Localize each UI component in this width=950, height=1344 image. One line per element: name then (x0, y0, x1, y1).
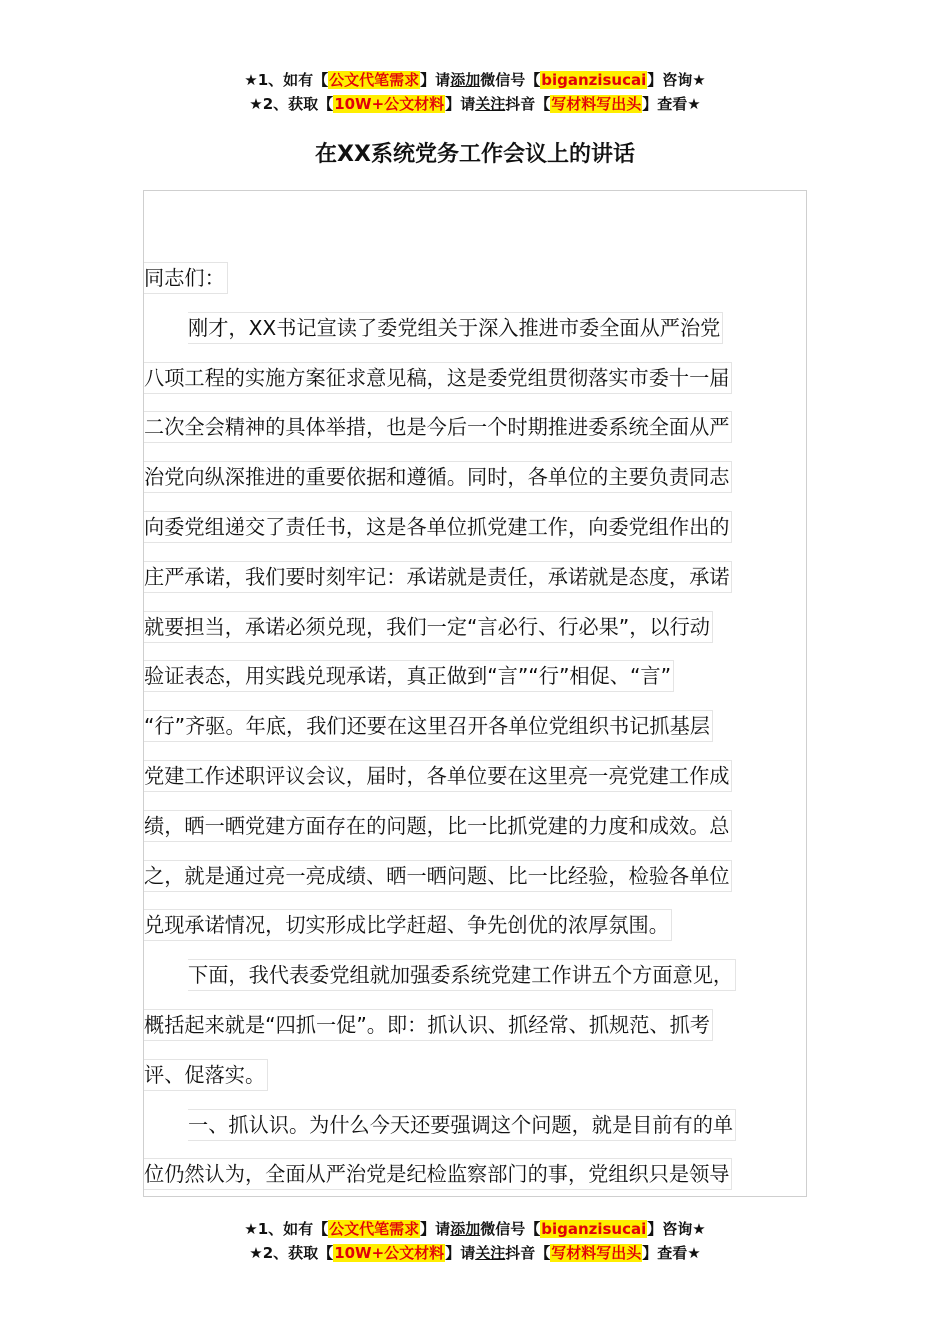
paragraph-line: 庄严承诺，我们要时刻牢记：承诺就是责任，承诺就是态度，承诺 (144, 551, 796, 601)
wechat-id-highlight: biganzisucai (541, 71, 647, 89)
paragraph-line: 概括起来就是“四抓一促”。即：抓认识、抓经常、抓规范、抓考 (144, 999, 796, 1049)
salutation-line: 同志们： (144, 252, 796, 302)
paragraph-line: 验证表态，用实践兑现承诺，真正做到“言”“行”相促、“言” (144, 650, 796, 700)
paragraph-line: 一、抓认识。为什么今天还要强调这个问题，就是目前有的单 (144, 1099, 796, 1149)
paragraph-line: 八项工程的实施方案征求意见稿，这是委党组贯彻落实市委十一届 (144, 352, 796, 402)
paragraph-line: 之，就是通过亮一亮成绩、晒一晒问题、比一比经验，检验各单位 (144, 850, 796, 900)
footer-promo (0, 1217, 950, 1265)
footer-promo-line-1: ★1、如有【公文代笔需求】请添加微信号【biganzisucai】咨询★ (244, 1220, 706, 1238)
paragraph-line: 评、促落实。 (144, 1049, 796, 1099)
paragraph-line: 下面，我代表委党组就加强委系统党建工作讲五个方面意见， (144, 949, 796, 999)
paragraph-line: 就要担当，承诺必须兑现，我们一定“言必行、行必果”，以行动 (144, 601, 796, 651)
paragraph-line: 兑现承诺情况，切实形成比学赶超、争先创优的浓厚氛围。 (144, 899, 796, 949)
ghostwriting-highlight: 公文代笔需求 (329, 1220, 420, 1238)
paragraph-line: “行”齐驱。年底，我们还要在这里召开各单位党组织书记抓基层 (144, 700, 796, 750)
paragraph-line: 二次全会精神的具体举措，也是今后一个时期推进委系统全面从严 (144, 401, 796, 451)
materials-highlight: 10W+公文材料 (334, 95, 445, 113)
douyin-account-highlight: 写材料写出头 (551, 95, 642, 113)
header-promo-line-1: ★1、如有【公文代笔需求】请添加微信号【biganzisucai】咨询★ (244, 71, 706, 89)
wechat-id-highlight: biganzisucai (541, 1220, 647, 1238)
header-promo-line-2: ★2、获取【10W+公文材料】请关注抖音【写材料写出头】查看★ (249, 95, 701, 113)
paragraph-line: 位仍然认为，全面从严治党是纪检监察部门的事，党组织只是领导 (144, 1148, 796, 1198)
document-title: 在XX系统党务工作会议上的讲话 (315, 142, 635, 167)
header-promo (0, 68, 950, 116)
document-body (144, 252, 796, 1198)
paragraph-line: 党建工作述职评议会议，届时，各单位要在这里亮一亮党建工作成 (144, 750, 796, 800)
paragraph-line: 治党向纵深推进的重要依据和遵循。同时，各单位的主要负责同志 (144, 451, 796, 501)
paragraph-line: 刚才，XX书记宣读了委党组关于深入推进市委全面从严治党 (144, 302, 796, 352)
materials-highlight: 10W+公文材料 (334, 1244, 445, 1262)
paragraph-line: 向委党组递交了责任书，这是各单位抓党建工作，向委党组作出的 (144, 501, 796, 551)
douyin-account-highlight: 写材料写出头 (551, 1244, 642, 1262)
paragraph-line: 绩，晒一晒党建方面存在的问题，比一比抓党建的力度和成效。总 (144, 800, 796, 850)
ghostwriting-highlight: 公文代笔需求 (329, 71, 420, 89)
footer-promo-line-2: ★2、获取【10W+公文材料】请关注抖音【写材料写出头】查看★ (249, 1244, 701, 1262)
